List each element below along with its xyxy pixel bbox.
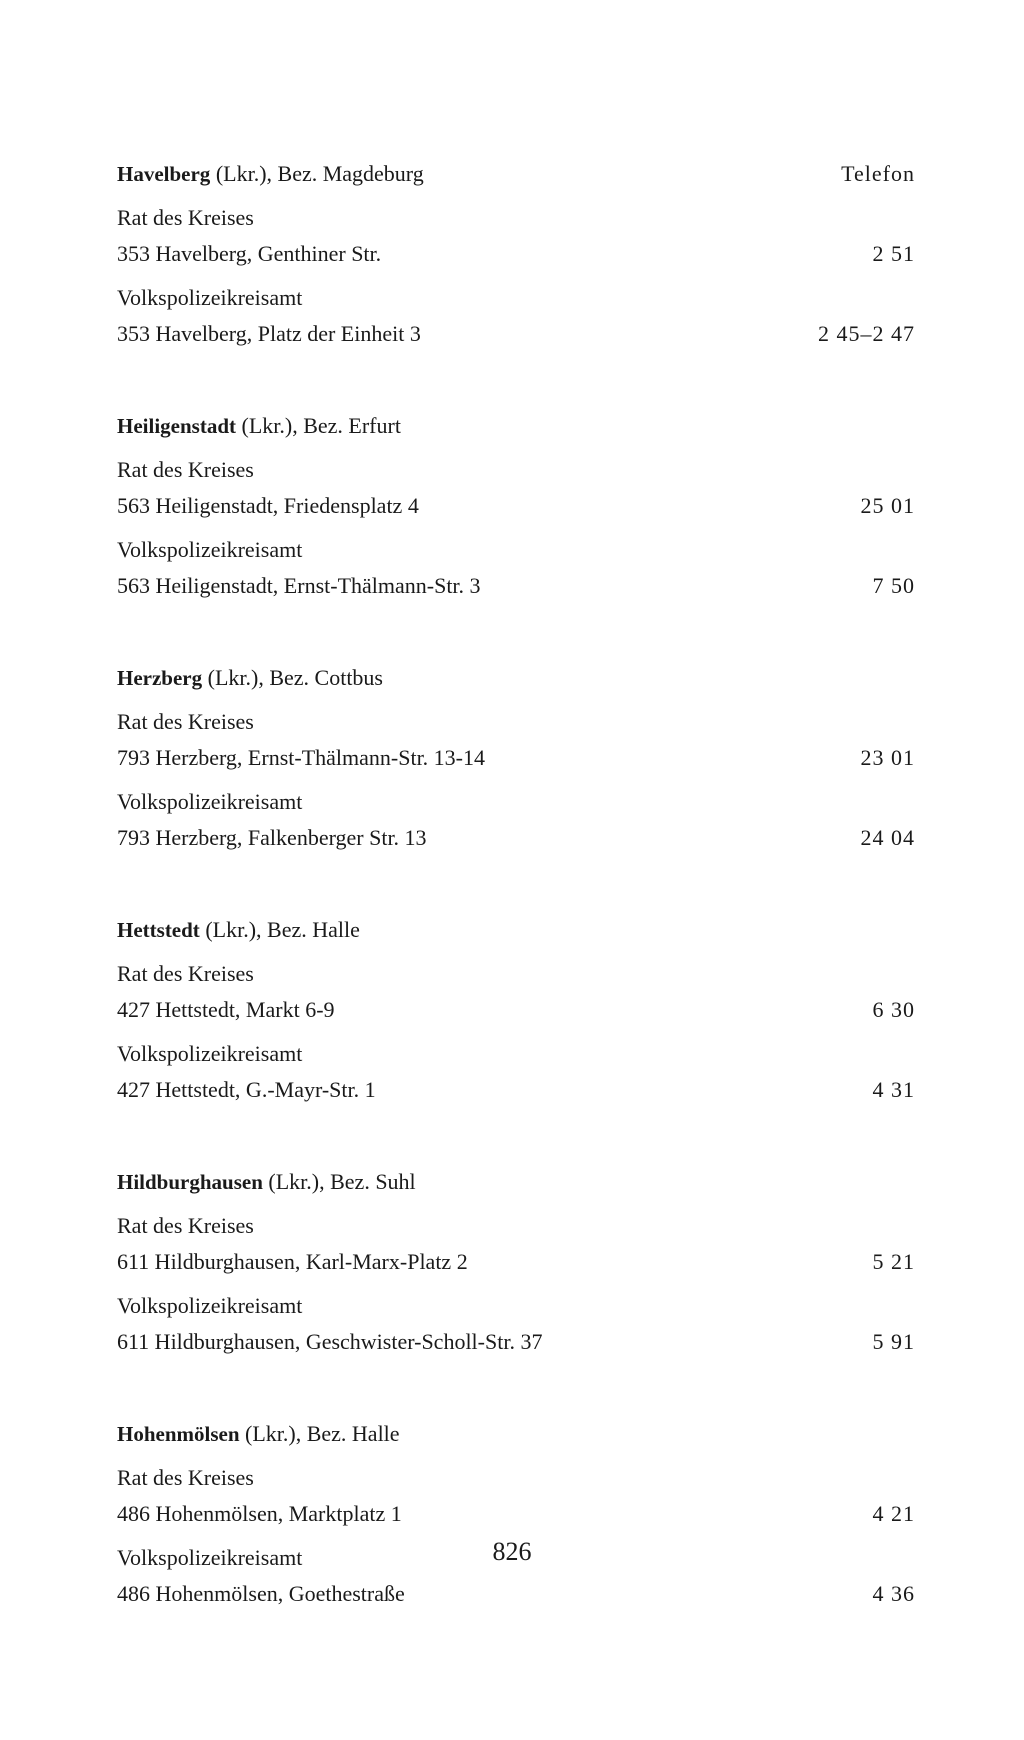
directory-listing <box>117 156 915 1612</box>
place-name: Hildburghausen <box>117 1170 263 1194</box>
vp-address-line <box>117 316 915 352</box>
vp-phone: 5 91 <box>872 1329 915 1354</box>
district-info: (Lkr.), Bez. Halle <box>199 917 360 942</box>
vp-address: 563 Heiligenstadt, Ernst-Thälmann-Str. 3 <box>117 573 481 598</box>
district-info: (Lkr.), Bez. Suhl <box>262 1169 416 1194</box>
rat-phone: 2 51 <box>872 241 915 266</box>
vp-label: Volkspolizeikreisamt <box>117 789 303 814</box>
district-info: (Lkr.), Bez. Cottbus <box>202 665 383 690</box>
entry-heading <box>117 912 915 948</box>
vp-label: Volkspolizeikreisamt <box>117 1545 303 1570</box>
rat-label: Rat des Kreises <box>117 457 254 482</box>
vp-label: Volkspolizeikreisamt <box>117 537 303 562</box>
rat-label: Rat des Kreises <box>117 709 254 734</box>
vp-address: 427 Hettstedt, G.-Mayr-Str. 1 <box>117 1077 376 1102</box>
rat-address: 427 Hettstedt, Markt 6-9 <box>117 997 335 1022</box>
rat-phone: 23 01 <box>860 745 915 770</box>
rat-label: Rat des Kreises <box>117 1465 254 1490</box>
entry-havelberg <box>117 156 915 352</box>
district-info: (Lkr.), Bez. Halle <box>239 1421 400 1446</box>
rat-address-line <box>117 1496 915 1532</box>
rat-address: 793 Herzberg, Ernst-Thälmann-Str. 13-14 <box>117 745 486 770</box>
vp-address-line <box>117 1324 915 1360</box>
vp-address-line <box>117 1072 915 1108</box>
entry-heading <box>117 1416 915 1452</box>
vp-phone: 4 36 <box>872 1581 915 1606</box>
rat-address-line <box>117 236 915 272</box>
entry-heading <box>117 660 915 696</box>
rat-address: 486 Hohenmölsen, Marktplatz 1 <box>117 1501 402 1526</box>
entry-herzberg <box>117 660 915 856</box>
rat-address-line <box>117 740 915 776</box>
rat-address-line <box>117 1244 915 1280</box>
column-header-telefon: Telefon <box>841 161 915 186</box>
vp-address-line <box>117 568 915 604</box>
rat-phone: 25 01 <box>860 493 915 518</box>
vp-address-line <box>117 820 915 856</box>
district-info: (Lkr.), Bez. Magdeburg <box>210 161 424 186</box>
rat-label: Rat des Kreises <box>117 961 254 986</box>
entry-hettstedt <box>117 912 915 1108</box>
place-name: Heiligenstadt <box>117 414 236 438</box>
entry-hildburghausen <box>117 1164 915 1360</box>
vp-address-line <box>117 1576 915 1612</box>
rat-address: 353 Havelberg, Genthiner Str. <box>117 241 382 266</box>
vp-address: 353 Havelberg, Platz der Einheit 3 <box>117 321 421 346</box>
place-name: Herzberg <box>117 666 203 690</box>
place-name: Hohenmölsen <box>117 1422 240 1446</box>
vp-label: Volkspolizeikreisamt <box>117 1041 303 1066</box>
rat-address-line <box>117 488 915 524</box>
entry-heading <box>117 1164 915 1200</box>
vp-phone: 2 45–2 47 <box>818 321 915 346</box>
place-name: Havelberg <box>117 162 211 186</box>
vp-label: Volkspolizeikreisamt <box>117 1293 303 1318</box>
rat-label: Rat des Kreises <box>117 1213 254 1238</box>
vp-phone: 24 04 <box>860 825 915 850</box>
district-info: (Lkr.), Bez. Erfurt <box>236 413 401 438</box>
page-number: 826 <box>492 1537 532 1566</box>
entry-heiligenstadt <box>117 408 915 604</box>
entry-heading <box>117 408 915 444</box>
vp-address: 486 Hohenmölsen, Goethestraße <box>117 1581 405 1606</box>
rat-address: 611 Hildburghausen, Karl-Marx-Platz 2 <box>117 1249 468 1274</box>
vp-label: Volkspolizeikreisamt <box>117 285 303 310</box>
rat-label: Rat des Kreises <box>117 205 254 230</box>
rat-phone: 4 21 <box>872 1501 915 1526</box>
entry-hohenmoelsen <box>117 1416 915 1612</box>
vp-phone: 7 50 <box>872 573 915 598</box>
rat-address: 563 Heiligenstadt, Friedensplatz 4 <box>117 493 419 518</box>
vp-address: 793 Herzberg, Falkenberger Str. 13 <box>117 825 427 850</box>
place-name: Hettstedt <box>117 918 200 942</box>
vp-address: 611 Hildburghausen, Geschwister-Scholl-Str. 37 <box>117 1329 543 1354</box>
rat-phone: 5 21 <box>872 1249 915 1274</box>
rat-address-line <box>117 992 915 1028</box>
rat-phone: 6 30 <box>872 997 915 1022</box>
vp-phone: 4 31 <box>872 1077 915 1102</box>
entry-heading <box>117 156 915 192</box>
